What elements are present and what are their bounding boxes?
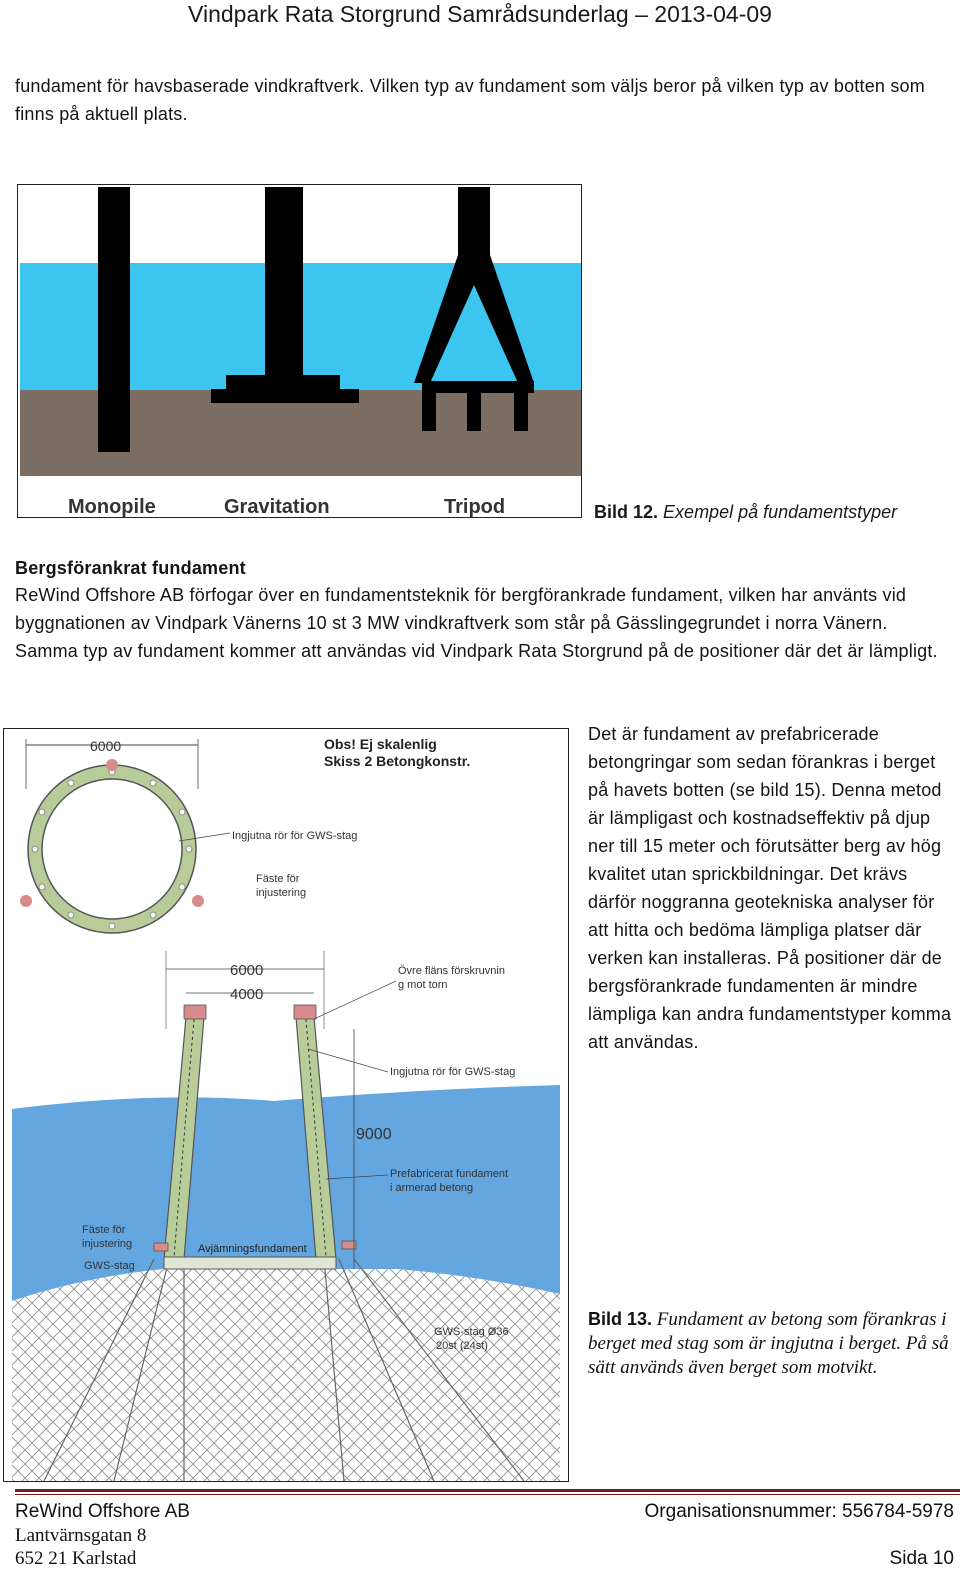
dim-6000: 6000: [230, 962, 264, 979]
figure-13-caption-label: Bild 13.: [588, 1309, 653, 1329]
dim-9000: 9000: [356, 1126, 392, 1143]
label-prefab-foundation: Prefabricerat fundament i armerad betong: [390, 1168, 509, 1194]
section-heading: Bergsförankrat fundament: [15, 558, 246, 578]
figure-13-caption-text: Fundament av betong som förankras i berget med stag som är ingjutna i berget. På så sätt används även berget som motvikt.: [588, 1309, 949, 1378]
footer-page-number: Sida 10: [889, 1548, 954, 1569]
note-sketch-2: Skiss 2 Betongkonstr.: [324, 753, 471, 769]
figure-12-caption-label: Bild 12.: [594, 502, 659, 522]
label-cast-pipes-mid: Ingjutna rör för GWS-stag: [390, 1066, 516, 1078]
concrete-foundation-sketch: [4, 729, 568, 1481]
monopile-shape: [98, 187, 130, 452]
figure-12-caption: [594, 500, 954, 524]
figure-13-caption: [588, 1307, 958, 1380]
label-leveling-foundation: Avjämningsfundament: [198, 1243, 307, 1255]
figure-13-description: Det är fundament av prefabricerade betongringar som sedan förankras i berget på havets botten (se bild 15). Denna metod är lämpligast och kostnadseffektiv på djup ner till 15 meter och förutsätter berg av hög kvalitet utan sprickbildningar. Det krävs därför noggranna geotekniska analyser för att hitta och bedöma lämpliga platser där verken kan installeras. På positioner där de bergsförankrade fundamenten är mindre lämpliga kan andra fundamentstyper komma att användas.: [588, 724, 952, 1052]
label-adjust-mount-left: Fäste för injustering: [82, 1224, 133, 1250]
label-adjust-mount-top: Fäste för injustering: [256, 873, 307, 899]
dim-top-6000: 6000: [90, 738, 122, 754]
page-header-title: Vindpark Rata Storgrund Samrådsunderlag – 2013-04-09: [188, 1, 772, 27]
label-gws-bottom: GWS-stag Ø36 20st (24st): [434, 1326, 509, 1352]
footer-street: Lantvärnsgatan 8: [15, 1525, 147, 1546]
footer-orgnr: Organisationsnummer: 556784-5978: [644, 1501, 954, 1522]
figure-13-concrete-foundation: [3, 728, 569, 1482]
footer-company: ReWind Offshore AB: [15, 1501, 190, 1522]
intro-paragraph: fundament för havsbaserade vindkraftverk. Vilken typ av fundament som väljs beror på vilken typ av botten som finns på aktuell plats.: [15, 76, 925, 124]
footer-rule-thin: [15, 1494, 960, 1495]
figure-12-caption-text: Exempel på fundamentstyper: [663, 502, 898, 522]
footer-city: 652 21 Karlstad: [15, 1548, 137, 1569]
note-not-to-scale: Obs! Ej skalenlig: [324, 736, 437, 752]
dim-4000: 4000: [230, 986, 264, 1003]
label-upper-flange: Övre fläns förskruvnin g mot torn: [398, 965, 505, 991]
label-tripod: Tripod: [444, 496, 506, 517]
ring-plan-view: [20, 739, 204, 933]
label-gravitation: Gravitation: [224, 496, 330, 517]
label-gws-stag: GWS-stag: [84, 1260, 135, 1272]
section-paragraph: ReWind Offshore AB förfogar över en fundamentsteknik för bergförankrade fundament, vilken har använts vid byggnationen av Vindpark Vänerns 10 st 3 MW vindkraftverk som står på Gässlingegrundet i norra Vänern. Samma typ av fundament kommer att användas vid Vindpark Rata Storgrund på de positioner där det är lämpligt.: [15, 585, 938, 661]
footer-rule: [15, 1489, 960, 1492]
label-monopile: Monopile: [68, 496, 156, 517]
label-cast-pipes-top: Ingjutna rör för GWS-stag: [232, 830, 358, 842]
figure-12-foundation-types: [17, 184, 582, 518]
foundation-types-illustration: [18, 185, 581, 517]
